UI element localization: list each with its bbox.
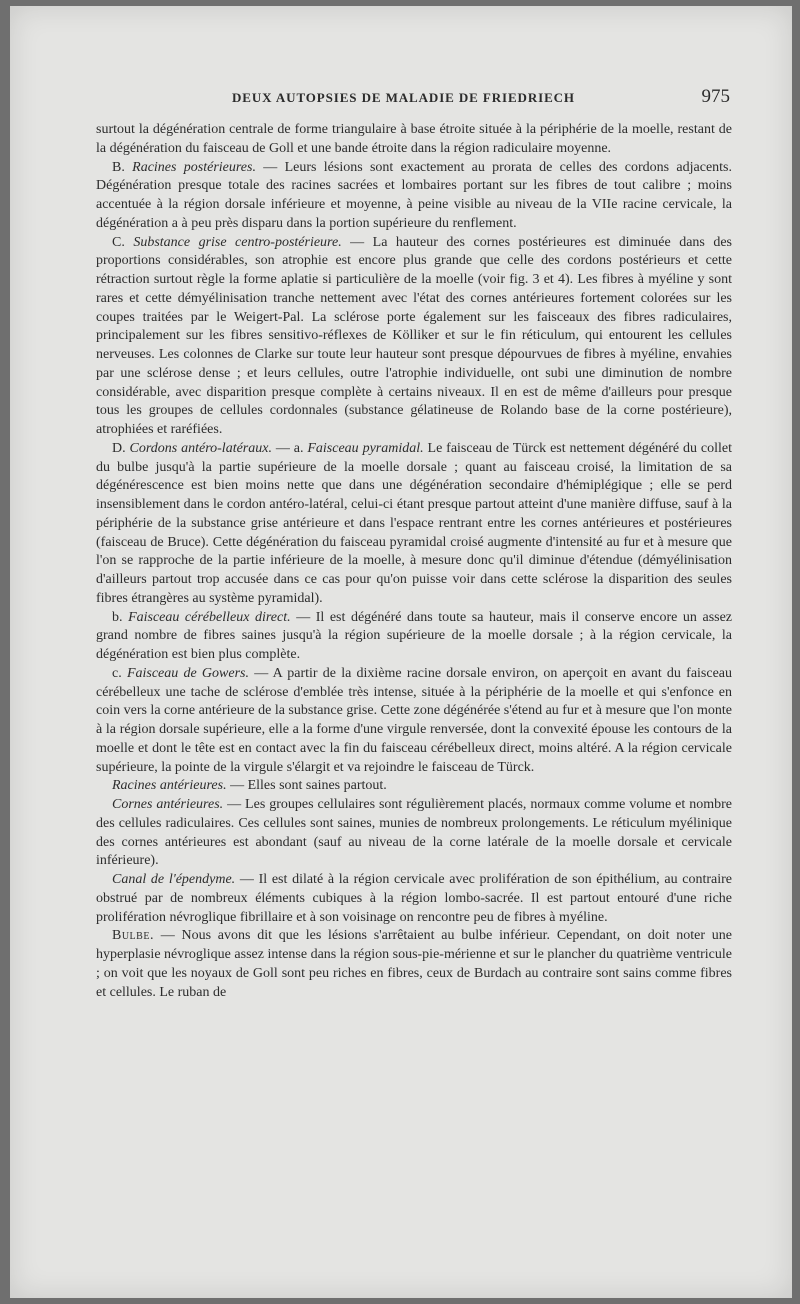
section-letter: D. bbox=[112, 440, 126, 456]
paragraph-text: surtout la dégénération centrale de forme triangulaire à base étroite située à la périphérie de la moelle, restant de la dégénération du faisceau de Goll et une bande étroite dans la région radiculaire moyenne. bbox=[96, 122, 732, 156]
paragraph-text: — Elles sont saines partout. bbox=[226, 778, 387, 794]
paragraph-cornes-anterieures bbox=[96, 796, 732, 871]
paragraph-text: — Il est dégénéré dans toute sa hauteur, mais il conserve encore un assez grand nombre de fibres saines jusqu'à la région supérieure de la moelle dorsale ; à la région cervicale, la dégénération est bien plus complète. bbox=[96, 609, 733, 662]
section-heading: Substance grise centro-postérieure. bbox=[133, 234, 342, 250]
paragraph-bulbe bbox=[96, 927, 732, 1002]
paragraph-racines-anterieures bbox=[96, 777, 732, 796]
section-heading: Faisceau cérébelleux direct. bbox=[128, 609, 291, 625]
page-header bbox=[96, 84, 736, 114]
paragraph-text: — La hauteur des cornes postérieures est diminuée dans des proportions considérables, son atrophie est encore plus grande que celle des cordons postérieurs et cette rétraction surtout règle la forme aplatie si particulière de la moelle (voir fig. 3 et 4). Les fibres à myéline y sont rares et cette démyélinisation tranche nettement avec l'état des cornes antérieures fortement colorées sur les coupes traitées par le Weigert-Pal. La sclérose porte également sur les faisceaux des fibres radiculaires, principalement sur les fibres sensitivo-réflexes de Kölliker et sur le fin réticulum, qui entourent les cellules nerveuses. Les colonnes de Clarke sur toute leur hauteur sont presque dépourvues de fibres à myéline, envahies par une sclérose dense ; et leurs cellules, outre l'atrophie individuelle, ont subi une diminution de nombre considérable, avec disparition presque complète à certains niveaux. Il en est de même d'ailleurs pour presque tous les groupes de cellules cordonnales (substance gélatineuse de Rolando base de la corne postérieure), atrophiées et raréfiées. bbox=[96, 234, 733, 437]
section-letter: c. bbox=[112, 665, 122, 681]
section-heading: Racines antérieures. bbox=[112, 778, 227, 794]
paragraph-text: — a. bbox=[271, 440, 308, 456]
subsection-heading: Faisceau pyramidal. bbox=[307, 440, 424, 456]
paragraph-text: — Nous avons dit que les lésions s'arrêtaient au bulbe inférieur. Cependant, on doit noter une hyperplasie névroglique assez intense dans la région sous-pie-mérienne et sur le plancher du quatrième ventricule ; on voit que les noyaux de Goll sont peu riches en fibres, ceux de Burdach au contraire sont sains comme fibres et cellules. Le ruban de bbox=[96, 928, 732, 1000]
section-heading: Racines postérieures. bbox=[132, 159, 256, 175]
paragraph-text: Le faisceau de Türck est nettement dégénéré du collet du bulbe jusqu'à la partie supérieure de la moelle dorsale ; quant au faisceau croisé, la limitation de sa dégénérescence est bien moins nette que dans une dégénération secondaire d'hémiplégique ; elle se perd insensiblement dans le cordon antéro-latéral, celui-ci étant presque partout atteint d'une manière diffuse, sauf à la périphérie de la substance grise antérieure et dans l'espace rentrant entre les cornes antérieures et postérieures (faisceau de Bruce). Cette dégénération du faisceau pyramidal croisé augmente d'intensité au fur et à mesure que l'on se rapproche de la partie inférieure de la moelle, à mesure donc qu'il diminue d'étendue (démyélinisation d'ailleurs partout trop accusée dans ce cas pour qu'on puisse voir dans cette sclérose la disparition des seules fibres étrangères au système pyramidal). bbox=[96, 440, 732, 606]
paragraph-faisceau-cerebelleux bbox=[96, 609, 732, 665]
paragraph-faisceau-gowers bbox=[96, 665, 732, 778]
scanned-page bbox=[10, 6, 792, 1298]
paragraph-cordons-antero-lateraux bbox=[96, 440, 732, 609]
paragraph bbox=[96, 121, 732, 159]
paragraph-substance-grise bbox=[96, 234, 732, 440]
paragraph-text: — Les groupes cellulaires sont régulièrement placés, normaux comme volume et nombre des cellules radiculaires. Ces cellules sont saines, munies de nombreux prolongements. Le réticulum myélinique des cornes antérieures est abondant (sauf au niveau de la corne latérale de la moelle dorsale et cervicale inférieure). bbox=[96, 797, 733, 869]
section-heading: Bulbe. bbox=[112, 928, 154, 944]
body-text bbox=[96, 121, 732, 1002]
section-heading: Canal de l'épendyme. bbox=[112, 872, 236, 887]
paragraph-canal-ependyme bbox=[96, 871, 732, 927]
page-number: 975 bbox=[701, 86, 730, 107]
section-letter: b. bbox=[112, 609, 123, 625]
section-letter: C. bbox=[112, 234, 125, 250]
section-letter: B. bbox=[112, 159, 125, 175]
paragraph-text: — A partir de la dixième racine dorsale environ, on aperçoit en avant du faisceau cérébelleux une tache de sclérose d'emblée très intense, située à la périphérie de la moelle et qui s'enfonce en coin vers la corne antérieure de la substance grise. Cette zone dégénérée s'étend au fur et à mesure que l'on monte à la région dorsale supérieure, elle a la forme d'une virgule renversée, dont la convexité épouse les contours de la moelle et dont le tête est en contact avec la fin du faisceau cérébelleux direct, moins altéré. A la région cervicale supérieure, la pointe de la virgule s'élargit et va rejoindre le faisceau de Türck. bbox=[96, 665, 733, 775]
section-heading: Faisceau de Gowers. bbox=[126, 665, 249, 681]
paragraph-text: — Il est dilaté à la région cervicale avec prolifération de son épithélium, au contraire obstrué par de nombreux éléments cubiques à la région lombo-sacrée. Il est partout entouré d'une riche prolifération névroglique fibrillaire et à son voisinage on rencontre peu de fibres à myéline. bbox=[96, 872, 733, 925]
paragraph-racines-posterieures bbox=[96, 159, 732, 234]
section-heading: Cordons antéro-latéraux. bbox=[129, 440, 272, 456]
paragraph-text: — Leurs lésions sont exactement au prorata de celles des cordons adjacents. Dégénération presque totale des racines sacrées et lombaires portant sur les fibres de tout calibre ; moins accentuée à la région dorsale inférieure et moyenne, à peine visible au niveau de la VIIe racine cervicale, la dégénération a à peu près disparu dans la portion supérieure du renflement. bbox=[96, 159, 733, 231]
section-heading: Cornes antérieures. bbox=[112, 797, 224, 812]
running-title: DEUX AUTOPSIES DE MALADIE DE FRIEDRIECH bbox=[232, 90, 575, 105]
